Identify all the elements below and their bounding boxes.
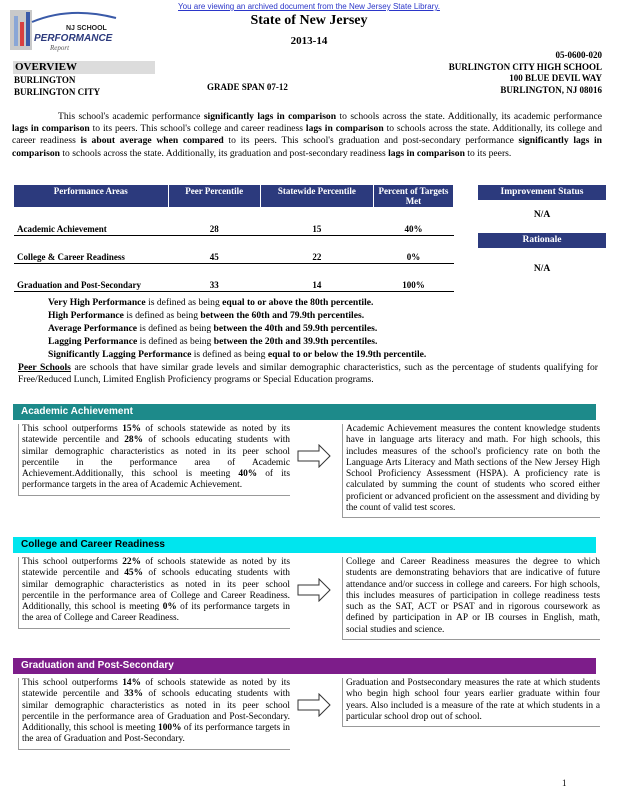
grade-span: GRADE SPAN 07-12 — [207, 82, 288, 92]
definition-text: is defined as being — [137, 323, 214, 334]
school-street: 100 BLUE DEVIL WAY — [509, 73, 602, 83]
rationale-value: N/A — [533, 264, 551, 274]
section-header-academic-achievement: Academic Achievement — [13, 404, 596, 420]
definition-term: Average Performance — [48, 323, 138, 334]
cell-statewide: 14 — [260, 263, 373, 291]
peer-schools-term: Peer Schools — [18, 362, 71, 373]
col-header-area: Performance Areas — [14, 185, 168, 207]
summary-text: of schools educating students with similar demographic characteristics as noted in its peer school percentile in the performance area of Academic Achievement.Additionally, this school is meeting — [22, 435, 290, 480]
summary-text: to its peers. — [464, 147, 512, 159]
improvement-status-header: Improvement Status — [478, 185, 606, 200]
rationale-header: Rationale — [478, 233, 606, 248]
summary-text: to schools across the state. Additionally, its academic performance — [336, 111, 603, 122]
definition-item — [48, 296, 426, 309]
performance-table — [14, 185, 454, 292]
school-info — [449, 50, 602, 96]
summary-text: of its performance targets in the area of College and Career Readiness. — [22, 602, 290, 624]
logo-line2: PERFORMANCE — [34, 33, 113, 44]
summary-text: of its performance targets in the area of Academic Achievement. — [22, 469, 290, 491]
definition-range: between the 60th and 79.9th percentiles. — [200, 310, 365, 321]
statewide-value: 14% — [122, 678, 141, 688]
right-arrow-icon — [297, 444, 331, 468]
state-title: State of New Jersey — [250, 13, 368, 28]
summary-emphasis: is about average when compared — [80, 135, 224, 147]
definition-item — [48, 309, 426, 322]
definition-range: between the 40th and 59.9th percentiles. — [213, 323, 378, 334]
summary-text: of schools educating students with similar demographic characteristics as noted in its peer school percentile in the performance area of Graduation and Post-Secondary. Additionally, this school is meeting — [22, 689, 290, 734]
summary-text: This school outperforms — [22, 678, 123, 688]
table-row — [14, 263, 454, 291]
peer-value: 45% — [124, 568, 143, 579]
section-header-graduation-post-secondary: Graduation and Post-Secondary — [13, 658, 596, 674]
targets-value: 100% — [158, 723, 182, 734]
targets-value: 0% — [162, 602, 177, 613]
definition-term: Lagging Performance — [48, 336, 138, 347]
definition-term: Very High Performance — [48, 297, 146, 308]
overview-label: OVERVIEW — [13, 61, 155, 74]
cell-area: Graduation and Post-Secondary — [14, 263, 168, 291]
table-row — [14, 235, 454, 263]
definition-text: is defined as being — [137, 336, 214, 347]
graduation-summary — [18, 678, 290, 750]
summary-text: This school outperforms — [22, 424, 123, 434]
right-arrow-icon — [297, 693, 331, 717]
cell-statewide: 22 — [260, 235, 373, 263]
definition-range: equal to or above the 80th percentile. — [222, 297, 374, 308]
cell-area: College & Career Readiness — [14, 235, 168, 263]
school-year: 2013-14 — [290, 35, 328, 47]
summary-text: This school outperforms — [22, 557, 123, 567]
section-header-college-career-readiness: College and Career Readiness — [13, 537, 596, 553]
col-header-peer: Peer Percentile — [168, 185, 260, 207]
definition-range: equal to or below the 19.9th percentile. — [267, 349, 427, 360]
summary-text: of its performance targets in the area of Graduation and Post-Secondary. — [22, 723, 290, 745]
summary-text: of schools educating students with similar demographic characteristics as noted in its peer school percentile in the performance area of College and Career Readiness. Additionally, this school is meeting — [22, 568, 290, 613]
summary-emphasis: lags in comparison — [305, 123, 384, 135]
statewide-value: 15% — [122, 424, 141, 434]
summary-text: of schools statewide as noted by its statewide percentile and — [22, 557, 290, 579]
summary-text: to its peers. This school's graduation and post-secondary performance — [223, 135, 519, 147]
definition-item — [48, 335, 426, 348]
peer-value: 28% — [124, 435, 143, 446]
cell-statewide: 15 — [260, 207, 373, 235]
summary-text: of schools statewide as noted by its statewide percentile and — [22, 424, 290, 446]
targets-value: 40% — [238, 469, 258, 480]
logo-line1: NJ SCHOOL — [66, 25, 107, 32]
cell-targets: 0% — [373, 235, 453, 263]
cell-targets: 40% — [373, 207, 453, 235]
definition-term: High Performance — [48, 310, 124, 321]
cell-area: Academic Achievement — [14, 207, 168, 235]
peer-schools-note — [18, 362, 598, 387]
peer-schools-text: are schools that have similar grade levels and similar demographic characteristics, such as the percentage of students qualifying for Free/Reduced Lunch, Limited English Proficiency programs or Special Education programs. — [18, 362, 598, 386]
page-number: 1 — [562, 778, 567, 788]
cell-peer: 28 — [168, 207, 260, 235]
logo-line3: Report — [50, 44, 70, 52]
college-career-summary — [18, 557, 290, 629]
summary-text: to schools across the state. Additionally, its college and career readiness — [12, 123, 602, 147]
graduation-description: Graduation and Postsecondary measures the rate at which students who begin high school four years earlier graduate within four years. Also included is a measure of the rate at which students in a particular school drop out of school. — [342, 678, 600, 727]
school-citystate: BURLINGTON, NJ 08016 — [500, 84, 602, 95]
cell-targets: 100% — [373, 263, 453, 291]
peer-value: 33% — [124, 689, 143, 700]
table-row — [14, 207, 454, 235]
summary-text: to its peers. This school's college and career readiness — [89, 123, 306, 135]
definition-range: between the 20th and 39.9th percentiles. — [213, 336, 378, 347]
definition-text: is defined as being — [145, 297, 223, 308]
col-header-targets: Percent of Targets Met — [373, 185, 453, 207]
summary-emphasis: lags in comparison — [12, 123, 90, 135]
summary-text: to schools across the state. Additionally, its graduation and post-secondary readiness — [59, 147, 389, 159]
improvement-status-value: N/A — [533, 210, 551, 220]
performance-definitions — [48, 296, 426, 361]
school-code: 05-0600-020 — [555, 50, 602, 60]
definition-item — [48, 322, 426, 335]
statewide-value: 22% — [122, 557, 141, 567]
college-career-description: College and Career Readiness measures the degree to which students are demonstrating behaviors that are indicative of future attendance and/or success in college and careers. For high schools, this includes measures of participation in college readiness tests such as the SAT, ACT or PSAT and in rigorous coursework as defined by participation in AP or IB courses in English, math, social studies and science. — [342, 557, 600, 640]
definition-term: Significantly Lagging Performance — [48, 349, 192, 360]
cell-peer: 45 — [168, 235, 260, 263]
definition-text: is defined as being — [191, 349, 268, 360]
summary-emphasis: significantly lags in comparison — [12, 135, 602, 159]
academic-achievement-description: Academic Achievement measures the content knowledge students have in language arts literacy and math. For high schools, this includes measures of the school's proficiency rate on both the Language Arts Literacy and Math sections of the New Jersey High School Proficiency Assessment (HSPA). A proficiency rate is calculated by summing the count of students who scored either proficient or advanced proficient on the assessment and dividing by the count of valid test scores. — [342, 424, 600, 518]
cell-peer: 33 — [168, 263, 260, 291]
city-name: BURLINGTON CITY — [14, 87, 101, 97]
summary-text: This school's academic performance — [58, 111, 204, 122]
school-name: BURLINGTON CITY HIGH SCHOOL — [448, 61, 602, 72]
summary-emphasis: significantly lags in comparison — [203, 111, 337, 122]
district-name: BURLINGTON — [14, 75, 76, 85]
archive-notice-link[interactable]: You are viewing an archived document from the New Jersey State Library. — [178, 2, 440, 11]
definition-item — [48, 348, 426, 361]
academic-achievement-summary — [18, 424, 290, 496]
summary-text: of schools statewide as noted by its statewide percentile and — [22, 678, 290, 700]
performance-summary — [12, 111, 602, 160]
col-header-statewide: Statewide Percentile — [260, 185, 373, 207]
summary-emphasis: lags in comparison — [388, 147, 465, 159]
definition-text: is defined as being — [123, 310, 201, 321]
right-arrow-icon — [297, 578, 331, 602]
